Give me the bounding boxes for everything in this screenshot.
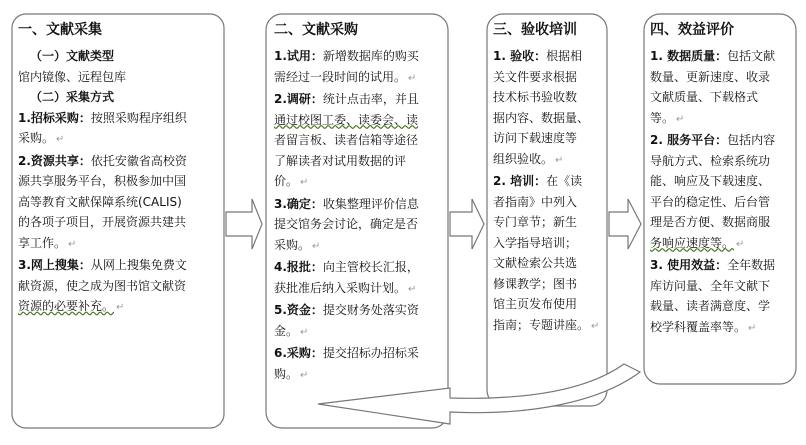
item-text: 采购。	[18, 131, 55, 145]
item-text: 采购。	[274, 237, 311, 252]
doc-type-heading: （一）文献类型	[30, 49, 115, 63]
item-text: 包括文献	[727, 49, 776, 63]
doc-type-text: 馆内镜像、远程包库	[18, 69, 127, 84]
item-text: 文献检索公共选	[493, 256, 578, 270]
item-text: 技术标书验收数	[493, 90, 578, 104]
item-text: 库访问量、全年文献下	[650, 278, 771, 293]
item-head: 3.确定：	[274, 196, 323, 211]
item-text: 入学指导培训；	[493, 235, 578, 250]
item-text: 务响应速度等。	[650, 235, 735, 250]
item-text: 组织验收。	[493, 151, 554, 166]
item-text: 平台的稳定性、后台管	[650, 194, 771, 209]
item-text: 据内容、数据量、	[493, 110, 590, 125]
item-text: 等。	[650, 110, 675, 125]
item-text: 价。	[274, 174, 299, 188]
item-text: 新增数据库的购买	[322, 49, 419, 63]
item-head: 1. 数据质量：	[650, 49, 728, 63]
item-text: 金。	[274, 323, 299, 338]
item-text: 包括内容	[727, 133, 776, 147]
item-text: 统计点击率，并且	[322, 92, 419, 106]
item-text: 数量、更新速度、收录	[650, 69, 771, 84]
item-text: 修课教学；图书	[493, 276, 578, 291]
item-text: 需经过一段时间的试用。	[274, 69, 407, 84]
item-text: 依托安徽省高校资	[90, 153, 187, 168]
item-text: 高等教育文献保障系统(CALIS)	[18, 194, 182, 209]
item-text: 收集整理评价信息	[322, 196, 419, 211]
item-text: 理是否方便、数据商服	[650, 215, 771, 229]
item-text: 在《读	[546, 174, 583, 188]
panel-collection: 一、文献采集 （一）文献类型 馆内镜像、远程包库 （二）采集方式 1.招标采购：按照采购程序组织 采购。 ↵ 2.资源共享：依托安徽省高校资 源共享服务平台，积极参加中国 高等教育文献保障系统(CALIS) 的各项子项目，开展资源共建共 享工作。 ↵ 3.网上搜集：从网上搜集免费文 献资源，使之成为图书馆文献资 资源的必要补充。 ↵	[18, 20, 222, 319]
item-text: 获批准后纳入采购计划。	[274, 280, 407, 295]
item-text: 文献质量、下载格式	[650, 90, 759, 104]
item-text: 专门章节；新生	[493, 215, 578, 229]
item-text: 献资源，使之成为图书馆文献资	[18, 278, 187, 293]
item-text: 关文件要求根据	[493, 69, 578, 84]
item-text: 购。	[274, 366, 299, 381]
item-head: 1.招标采购：	[18, 110, 91, 125]
item-head: 1. 验收：	[493, 49, 547, 63]
item-text: 从网上搜集免费文	[90, 258, 187, 272]
item-head: 2.资源共享：	[18, 153, 91, 168]
item-head: 1.试用：	[274, 49, 323, 63]
item-text: 者指南》中列入	[493, 194, 578, 209]
item-head: 4.报批：	[274, 260, 323, 274]
item-head: 2. 培训：	[493, 174, 547, 188]
item-text: 通过校图工委、读委会、读	[274, 112, 419, 127]
panel-purchase-title: 二、文献采购	[274, 22, 358, 38]
item-text: 资源的必要补充。	[18, 299, 115, 313]
item-text: 导航方式、检索系统功	[650, 153, 771, 168]
panel-acceptance-title: 三、验收培训	[493, 22, 577, 38]
item-text: 载量、读者满意度、学	[650, 299, 771, 313]
item-text: 提交招标办招标采	[322, 346, 419, 360]
item-text: 提交馆务会讨论，确定是否	[274, 217, 419, 231]
item-text: 能、响应及下载速度、	[650, 174, 771, 188]
right-arrow-icon	[609, 199, 641, 249]
item-text: 馆主页发布使用	[493, 297, 578, 311]
item-text: 源共享服务平台，积极参加中国	[18, 174, 187, 188]
item-text: 根据相	[546, 49, 583, 63]
item-text: 者留言板、读者信箱等途径	[274, 133, 419, 147]
item-head: 3. 使用效益：	[650, 258, 728, 272]
right-arrow-icon	[226, 199, 262, 249]
item-head: 6.采购：	[274, 346, 323, 360]
panel-evaluation: 四、效益评价 1. 数据质量：包括文献 数量、更新速度、收录 文献质量、下载格式 等。 ↵ 2. 服务平台：包括内容 导航方式、检索系统功 能、响应及下载速度、 平台的稳定性、后台管 理是否方便、数据商服 务响应速度等。 ↵ 3. 使用效益：全年数据 库访问量、全年文献下 载量、读者满意度、学 校学科覆盖率等。 ↵	[650, 20, 792, 339]
item-text: 了解读者对试用数据的评	[274, 153, 407, 168]
right-arrow-icon	[450, 199, 484, 249]
item-text: 向主管校长汇报，	[322, 260, 419, 274]
panel-acceptance: 三、验收培训 1. 验收：根据相 关文件要求根据 技术标书验收数 据内容、数据量、 访问下载速度等 组织验收。 ↵ 2. 培训：在《读 者指南》中列入 专门章节；新生 入学指导培训； 文献检索公共选 修课教学；图书 馆主页发布使用 指南；专题讲座。 ↵	[493, 20, 603, 337]
panel-collection-title: 一、文献采集	[18, 22, 102, 38]
panel-purchase: 二、文献采购 1.试用：新增数据库的购买 需经过一段时间的试用。 ↵ 2.调研：统计点击率，并且 通过校图工委、读委会、读 者留言板、读者信箱等途径 了解读者对试用数据的评 价。 ↵ 3.确定：收集整理评价信息 提交馆务会讨论，确定是否 采购。 ↵ 4.报批：向主管校长汇报， 获批准后纳入采购计划。 ↵ 5.资金：提交财务处落实资 金。 ↵ 6.采购：提交招标办招标采 购。 ↵	[274, 20, 444, 386]
item-text: 享工作。	[18, 235, 67, 250]
panel-evaluation-title: 四、效益评价	[650, 22, 734, 38]
item-text: 访问下载速度等	[493, 131, 578, 145]
item-text: 校学科覆盖率等。	[650, 319, 747, 334]
item-text: 提交财务处落实资	[322, 303, 419, 317]
item-head: 3.网上搜集：	[18, 258, 91, 272]
collect-method-heading: （二）采集方式	[30, 90, 115, 104]
item-text: 的各项子项目，开展资源共建共	[18, 215, 187, 229]
item-head: 2. 服务平台：	[650, 133, 728, 147]
item-text: 全年数据	[727, 258, 776, 272]
item-head: 2.调研：	[274, 92, 323, 106]
item-head: 5.资金：	[274, 303, 323, 317]
item-text: 按照采购程序组织	[90, 110, 187, 125]
item-text: 指南；专题讲座。	[493, 317, 590, 332]
